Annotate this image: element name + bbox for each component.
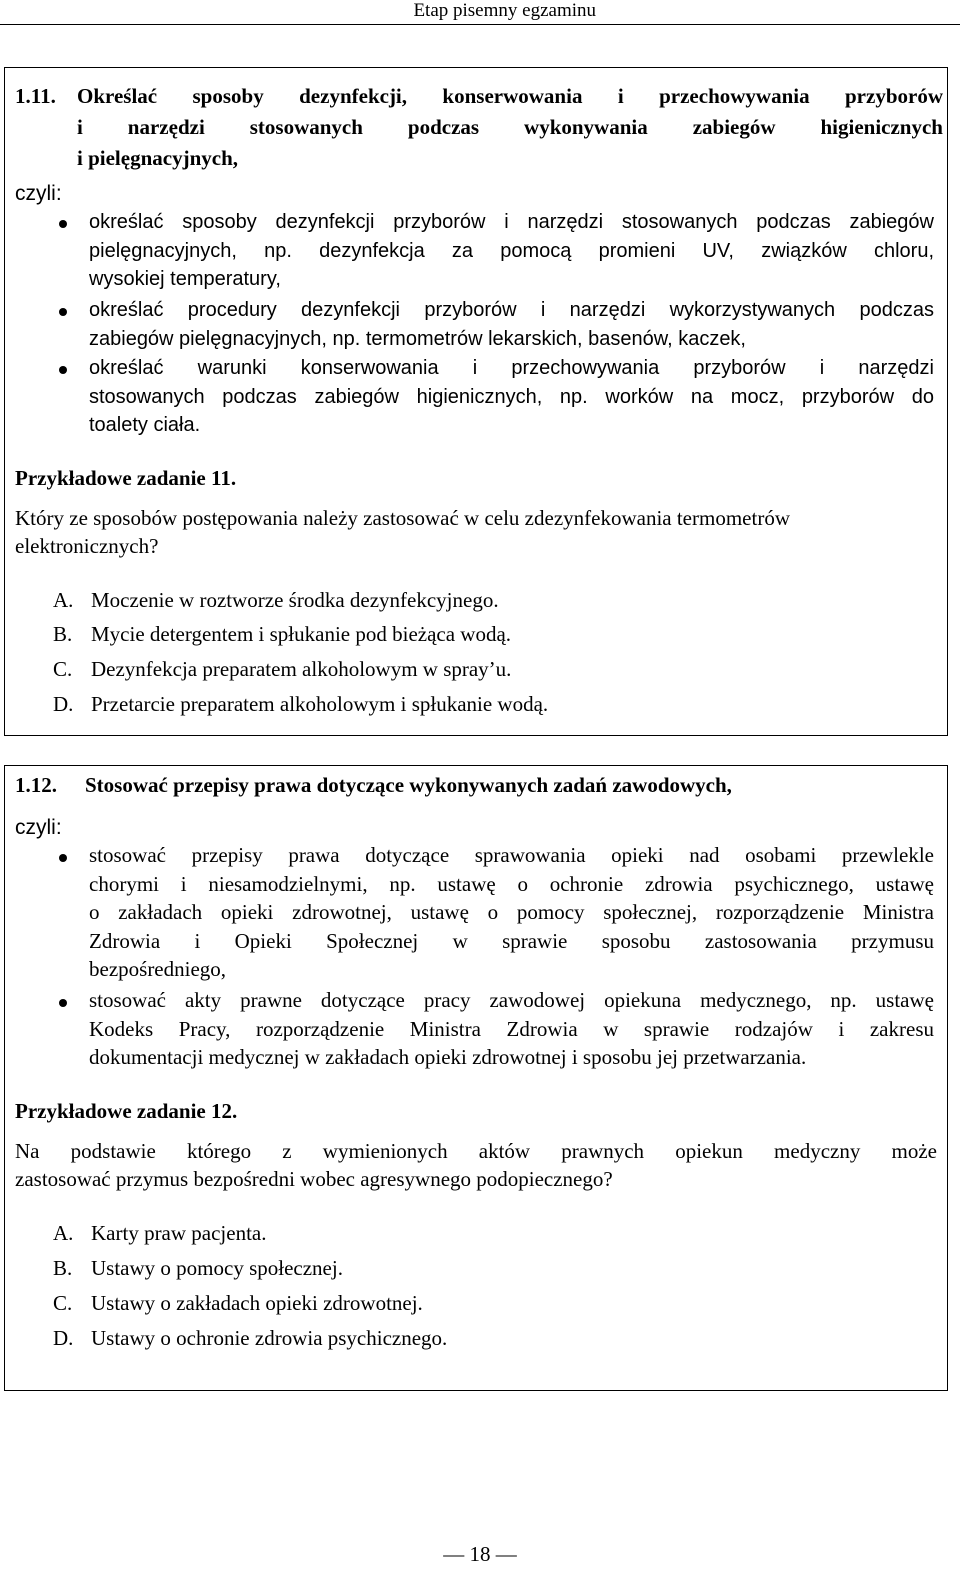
bullet-text bbox=[89, 986, 934, 1072]
title-line: Określać sposoby dezynfekcji, konserwowania i przechowywania przyborów bbox=[77, 84, 943, 108]
option-text: Dezynfekcja preparatem alkoholowym w spray’u. bbox=[91, 657, 512, 681]
bullet-line: dokumentacji medycznej w zakładach opieki zdrowotnej i sposobu jej przetwarzania. bbox=[89, 1045, 807, 1069]
option-letter: C. bbox=[53, 657, 73, 681]
option-text: Moczenie w roztworze środka dezynfekcyjnego. bbox=[91, 588, 499, 612]
section-number: 1.11. bbox=[15, 84, 56, 108]
task-title: Przykładowe zadanie 12. bbox=[15, 1099, 238, 1123]
bullet-icon bbox=[59, 854, 67, 862]
bullet-line: Zdrowia i Opieki Społecznej w sprawie sposobu zastosowania przymusu bbox=[89, 928, 934, 953]
header-title: Etap pisemny egzaminu bbox=[413, 0, 596, 21]
bullet-line: określać sposoby dezynfekcji przyborów i narzędzi stosowanych podczas zabiegów bbox=[89, 211, 934, 233]
bullet-line: stosować przepisy prawa dotyczące sprawowania opieki nad osobami przewlekle bbox=[89, 843, 934, 867]
bullet-line: określać warunki konserwowania i przechowywania przyborów i narzędzi bbox=[89, 357, 934, 379]
page-number: — 18 — bbox=[443, 1542, 517, 1566]
bullet-line: bezpośredniego, bbox=[89, 957, 227, 981]
option-text: Ustawy o ochronie zdrowia psychicznego. bbox=[91, 1326, 448, 1350]
bullet-line: zabiegów pielęgnacyjnych, np. termometrów lekarskich, basenów, kaczek, bbox=[89, 327, 746, 350]
section-1-11 bbox=[4, 67, 948, 736]
czyli-label: czyli: bbox=[15, 816, 62, 839]
option-letter: A. bbox=[53, 1221, 74, 1245]
section-1-12 bbox=[4, 765, 948, 1391]
bullet-text bbox=[89, 296, 934, 353]
task-question bbox=[15, 1137, 937, 1193]
title-line: i narzędzi stosowanych podczas wykonywania zabiegów higienicznych bbox=[77, 115, 943, 139]
bullet-line: chorymi i niesamodzielnymi, np. ustawę o ochronie zdrowia psychicznego, ustawę bbox=[89, 871, 934, 896]
question-line: zastosować przymus bezpośredni wobec agresywnego podopiecznego? bbox=[15, 1167, 613, 1191]
title-line: i pielęgnacyjnych, bbox=[77, 146, 238, 170]
option-text: Ustawy o pomocy społecznej. bbox=[91, 1256, 343, 1280]
czyli-label: czyli: bbox=[15, 182, 62, 205]
bullet-line: o zakładach opieki zdrowotnej, ustawę o pomocy społecznej, rozporządzenie Ministra bbox=[89, 900, 934, 924]
question-line: Na podstawie którego z wymienionych aktów prawnych opiekun medyczny może bbox=[15, 1139, 937, 1163]
bullet-icon bbox=[59, 366, 67, 374]
bullet-icon bbox=[59, 999, 67, 1007]
bullet-line: Kodeks Pracy, rozporządzenie Ministra Zdrowia w sprawie rodzajów i zakresu bbox=[89, 1016, 934, 1041]
option-letter: D. bbox=[53, 1326, 74, 1350]
section-title bbox=[85, 770, 945, 801]
option-text: Karty praw pacjenta. bbox=[91, 1221, 267, 1245]
bullet-text bbox=[89, 841, 934, 984]
option-letter: B. bbox=[53, 622, 73, 646]
bullet-line: określać procedury dezynfekcji przyborów i narzędzi wykorzystywanych podczas bbox=[89, 299, 934, 321]
bullet-line: stosować akty prawne dotyczące pracy zawodowej opiekuna medycznego, np. ustawę bbox=[89, 988, 934, 1012]
task-question: Który ze sposobów postępowania należy zastosować w celu zdezynfekowania termometrów elektronicznych? bbox=[15, 506, 790, 558]
bullet-text bbox=[89, 354, 934, 440]
bullet-icon bbox=[59, 308, 67, 316]
option-letter: A. bbox=[53, 588, 74, 612]
page-header bbox=[0, 0, 960, 25]
option-text: Przetarcie preparatem alkoholowym i spłukanie wodą. bbox=[91, 692, 549, 716]
bullet-icon bbox=[59, 220, 67, 228]
option-text: Ustawy o zakładach opieki zdrowotnej. bbox=[91, 1291, 423, 1315]
bullet-text bbox=[89, 208, 934, 294]
bullet-line: wysokiej temperatury, bbox=[89, 268, 281, 290]
section-number: 1.12. bbox=[15, 773, 57, 797]
task-title: Przykładowe zadanie 11. bbox=[15, 466, 237, 490]
option-letter: D. bbox=[53, 692, 74, 716]
option-letter: C. bbox=[53, 1291, 73, 1315]
bullet-line: toalety ciała. bbox=[89, 414, 201, 436]
section-title bbox=[77, 81, 943, 174]
option-text: Mycie detergentem i spłukanie pod bieżąca wodą. bbox=[91, 622, 512, 646]
title-line: Stosować przepisy prawa dotyczące wykonywanych zadań zawodowych, bbox=[85, 773, 732, 797]
option-letter: B. bbox=[53, 1256, 73, 1280]
bullet-line: pielęgnacyjnych, np. dezynfekcja za pomocą promieni UV, związków chloru, bbox=[89, 239, 934, 262]
bullet-line: stosowanych podczas zabiegów higienicznych, np. worków na mocz, przyborów do bbox=[89, 385, 934, 408]
